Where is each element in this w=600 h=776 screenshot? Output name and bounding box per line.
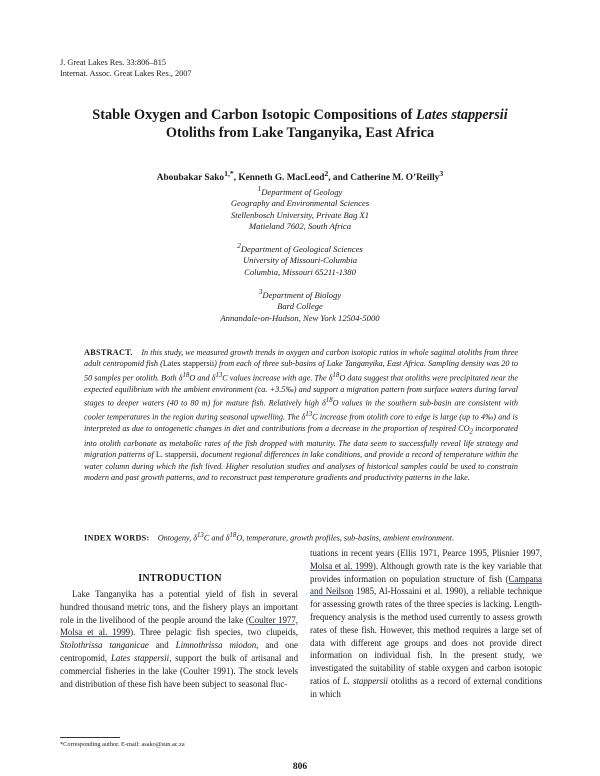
body-text: Lake Tanganyika has a potential yield of fish in several hundred thousand metric tons, and the fishery plays an important role in the livelihood of the people around the lake ( <box>60 589 298 625</box>
abstract-text: O and δ <box>189 373 216 383</box>
body-text: and <box>148 640 176 651</box>
affiliation-line: Geography and Environmental Sciences <box>230 198 370 209</box>
abstract-text: C values increase with age. The δ <box>222 373 333 383</box>
keyword-text: O, temperature, growth profiles, sub-basins, ambient environment. <box>236 533 455 543</box>
affiliation-line: University of Missouri-Columbia <box>242 255 358 266</box>
isotope-superscript: 18 <box>182 371 190 379</box>
isotope-superscript: 18 <box>332 371 340 379</box>
abstract-species: Lates stappersii <box>162 359 215 369</box>
corresponding-author-footnote: *Corresponding author. E-mail: asako@sun.ac.za <box>60 741 185 748</box>
author-3: Catherine M. O’Reilly <box>350 173 440 184</box>
keyword-text: Ontogeny, δ <box>157 533 198 543</box>
citation-link[interactable]: Campana and Neilson <box>310 573 542 597</box>
author-2-sup: 2 <box>324 169 329 178</box>
abstract-text: C increase from otolith core to edge is large (up to 4‰) and is interpreted as due to ontogenetic changes in diet and contributions from a decrease in the proportion of respired CO <box>84 412 518 433</box>
author-1: Aboubakar Sako <box>156 173 225 184</box>
title-prefix: Stable Oxygen and Carbon Isotopic Compositions of <box>92 107 416 123</box>
citation-link[interactable]: Coulter 1977, Molsa et al. 1999 <box>60 614 298 638</box>
species-name: Lates stappersii <box>110 652 170 663</box>
affiliation-line: Stellenbosch University, Private Bag X1 <box>230 209 370 220</box>
species-name: L. stappersii <box>342 675 389 686</box>
isotope-superscript: 13 <box>305 410 313 418</box>
author-3-sup: 3 <box>439 169 444 178</box>
species-name: Stolothrissa tanganicae <box>60 640 149 651</box>
index-words-label: INDEX WORDS: <box>84 533 150 543</box>
affiliation-line <box>100 241 500 255</box>
abstract-species: L. stappersii <box>155 450 197 460</box>
affiliation-1 <box>100 184 500 233</box>
co2-subscript: 2 <box>469 428 473 436</box>
body-text: otoliths as a record of external conditions in which <box>310 675 542 699</box>
author-2: Kenneth G. MacLeod <box>238 173 325 184</box>
affiliation-3 <box>100 287 500 324</box>
abstract-text: incorporated into otolith carbonate as metabolic rates of the fish dropped with maturity. The data seem to successfully reveal life strategy and migration patterns of <box>84 423 518 460</box>
journal-line-2: Internat. Assoc. Great Lakes Res., 2007 <box>60 69 192 78</box>
affiliation-sup: 3 <box>258 288 263 296</box>
affiliation-line <box>100 184 500 198</box>
author-separator: , <box>233 173 239 184</box>
affiliation-line <box>100 287 500 301</box>
affiliation-sup: 1 <box>257 185 262 193</box>
abstract-text: ) from each of three sub-basins of Lake Tanganyika, East Africa. Sampling density was 20 to 50 samples per otolith. Both δ <box>84 359 518 383</box>
intro-left-column <box>60 588 298 690</box>
footnote-divider <box>60 737 120 738</box>
body-text: ). Although growth rate is the key variable that provides information on population structure of fish ( <box>310 560 543 584</box>
abstract-text: In this study, we measured growth trends in oxygen and carbon isotopic ratios in whole sagittal otoliths from three adult centropomid fish ( <box>84 348 518 369</box>
affiliation-2 <box>100 241 500 278</box>
title-line-1 <box>40 106 560 124</box>
author-separator: , and <box>328 173 351 184</box>
affiliation-line: Matieland 7602, South Africa <box>248 221 351 232</box>
affiliation-text: Department of Biology <box>262 289 342 300</box>
isotope-superscript: 18 <box>325 396 333 404</box>
affiliation-line: Columbia, Missouri 65211-1380 <box>244 266 356 277</box>
body-text: tuations in recent years (Ellis 1971, Pearce 1995, Plisnier 1997, <box>310 548 542 558</box>
body-text: , support the bulk of artisanal and commercial fisheries in the lake (Coulter 1991). The stock levels and distribution of these fish have been subject to seasonal fluc- <box>60 652 299 689</box>
isotope-superscript: 13 <box>197 532 204 539</box>
author-list <box>40 168 560 184</box>
abstract-label: ABSTRACT. <box>84 348 133 357</box>
index-words <box>84 530 518 544</box>
abstract-text: O data suggest that otoliths were precipitated near the expected equilibrium with the ambient environment (ca. +3.5‰) and support a migration pattern from surface waters during larval stages to deeper waters (40 to 80 m) for mature fish. Relatively high δ <box>84 373 519 408</box>
body-text: ). Three pelagic fish species, two clupeids, <box>130 627 298 638</box>
isotope-superscript: 18 <box>229 532 237 539</box>
journal-citation <box>60 57 192 79</box>
affiliation-line: Annandale-on-Hudson, New York 12504-5000 <box>220 312 380 323</box>
abstract <box>84 347 518 483</box>
body-text: , and one centropomid, <box>60 640 298 663</box>
citation-link[interactable]: Molsa et al. 1999 <box>310 560 373 571</box>
page-number: 806 <box>292 762 308 772</box>
affiliation-sup: 2 <box>237 242 241 250</box>
title-line-2: Otoliths from Lake Tanganyika, East Africa <box>165 125 435 141</box>
paper-title <box>40 106 560 142</box>
abstract-text: O values in the southern sub-basin are consistent with cooler temperatures in the region during seasonal upwelling. The δ <box>84 398 518 422</box>
title-species: Lates stappersii <box>415 107 508 123</box>
section-heading-introduction: INTRODUCTION <box>138 573 222 584</box>
keyword-text: C and δ <box>203 533 230 543</box>
isotope-superscript: 13 <box>215 371 223 379</box>
affiliation-text: Department of Geological Sciences <box>240 243 363 254</box>
affiliation-text: Department of Geology <box>261 186 343 197</box>
abstract-text: , document regional differences in lake conditions, and provide a record of temperature within the water column during which the fish lived. Higher resolution studies and analyses of historical samples could be used to constrain modern and past growth patterns, and to reconstruct past temperature gradients and productivity patterns in the lake. <box>84 450 518 482</box>
journal-line-1: J. Great Lakes Res. 33:806–815 <box>60 58 166 67</box>
body-text: 1985, Al-Hossaini et al. 1990), a reliable technique for assessing growth rates of the three species is lacking. Length-frequency analysis is the method used currently to assess growth rates of these fish. However, this method requires a large set of data with different age groups and does not provide direct information on individual fish. In the present study, we investigated the suitability of stable oxygen and carbon isotopic ratios of <box>310 586 542 686</box>
intro-right-column <box>310 547 542 701</box>
affiliation-line: Bard College <box>277 301 323 312</box>
species-name: Limnothrissa miodon <box>175 640 257 651</box>
author-1-sup: 1,* <box>224 169 234 178</box>
